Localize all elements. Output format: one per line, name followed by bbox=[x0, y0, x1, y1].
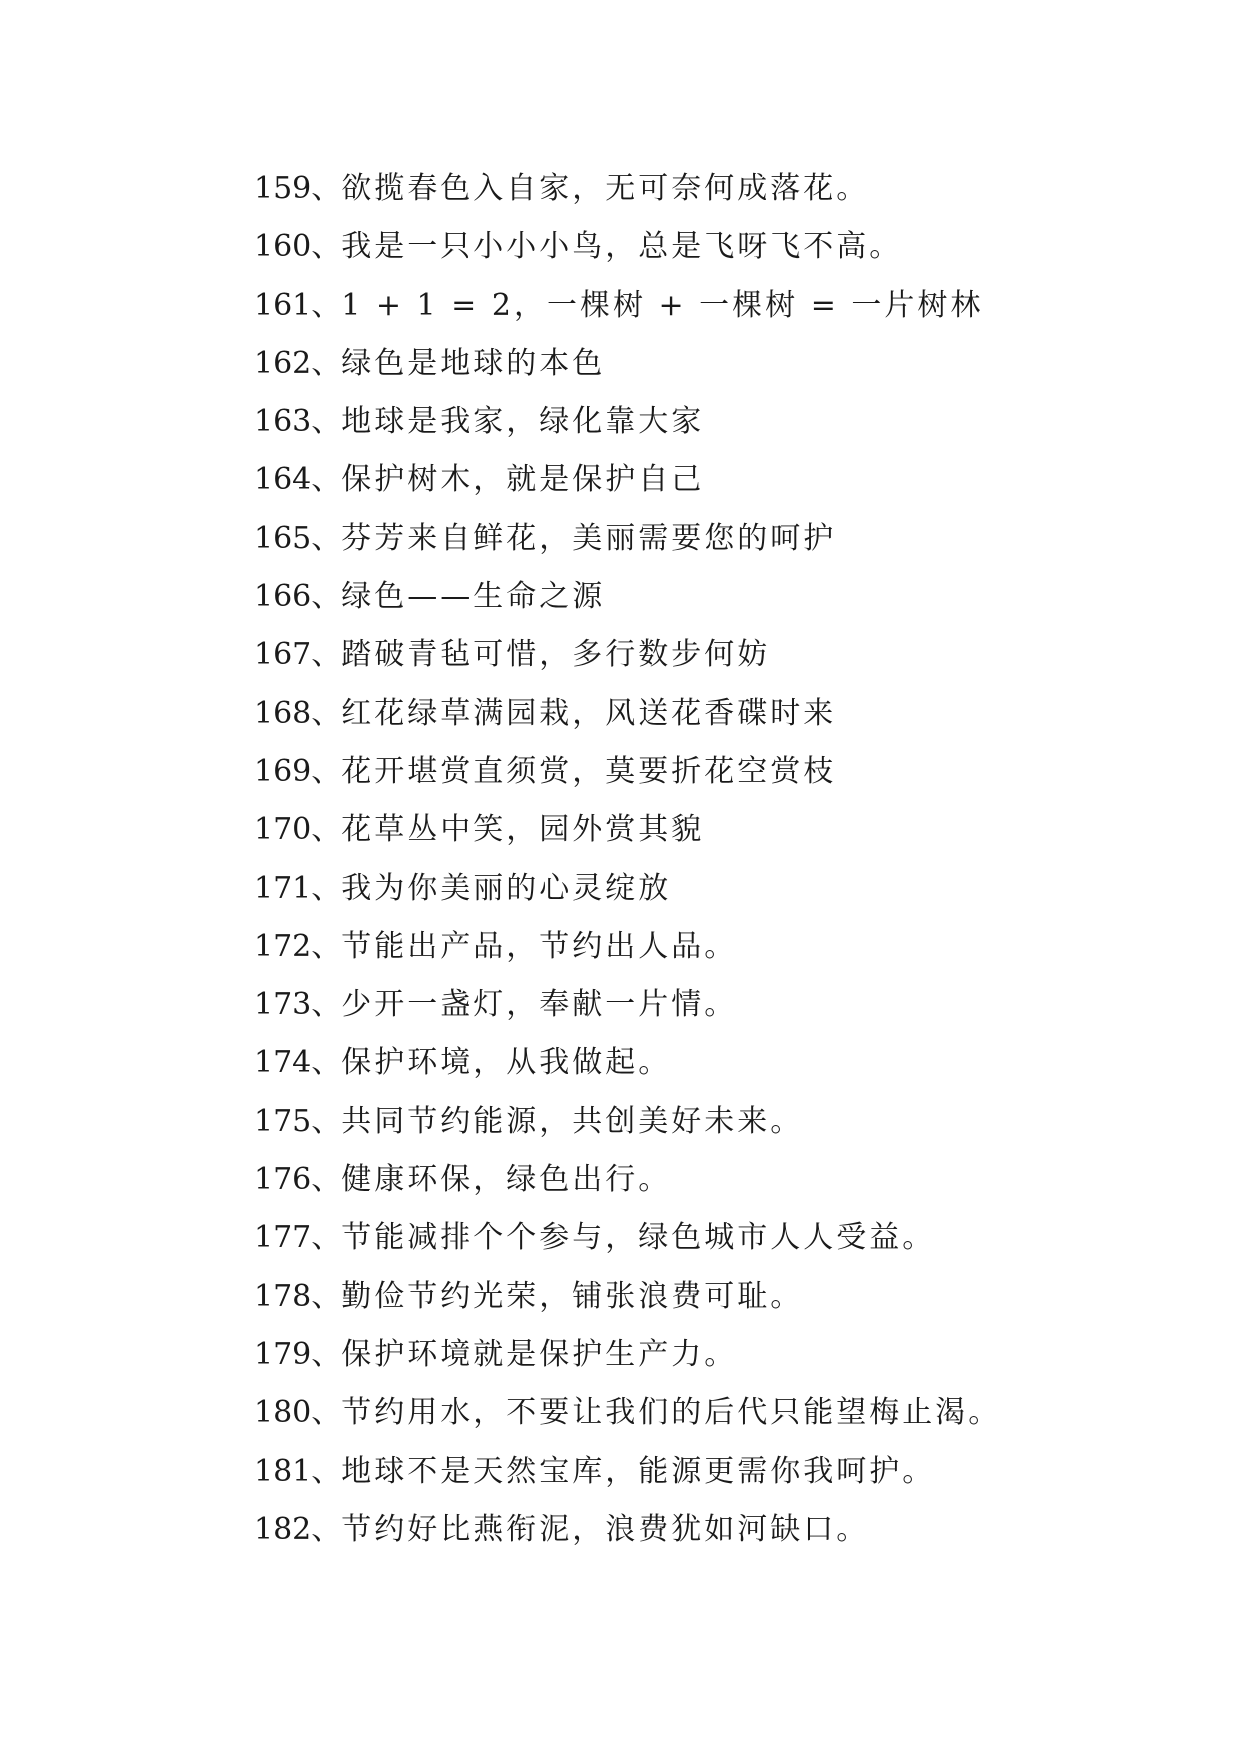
item-number: 177、 bbox=[254, 1220, 342, 1256]
item-number: 162、 bbox=[254, 345, 342, 381]
item-number: 161、 bbox=[254, 287, 342, 323]
item-text: 芬芳来自鲜花，美丽需要您的呵护 bbox=[341, 520, 837, 556]
item-number: 160、 bbox=[254, 229, 342, 265]
list-item bbox=[254, 1268, 1154, 1326]
list-item bbox=[254, 743, 1154, 801]
item-text: 红花绿草满园栽，风送花香碟时来 bbox=[341, 695, 837, 731]
item-number: 182、 bbox=[254, 1511, 342, 1547]
list-item bbox=[254, 218, 1154, 276]
list-item bbox=[254, 1326, 1154, 1384]
list-item bbox=[254, 685, 1154, 743]
list-item bbox=[254, 451, 1154, 509]
list-item bbox=[254, 335, 1154, 393]
item-text: 保护环境就是保护生产力。 bbox=[341, 1336, 738, 1372]
list-item bbox=[254, 160, 1154, 218]
list-item bbox=[254, 801, 1154, 859]
item-text: 地球不是天然宝库，能源更需你我呵护。 bbox=[341, 1453, 936, 1489]
item-number: 164、 bbox=[254, 462, 342, 498]
item-number: 163、 bbox=[254, 404, 342, 440]
item-text: 1 + 1 = 2，一棵树 + 一棵树 = 一片树林 bbox=[341, 287, 984, 323]
item-number: 178、 bbox=[254, 1278, 342, 1314]
item-text: 绿色——生命之源 bbox=[341, 579, 606, 615]
list-item bbox=[254, 918, 1154, 976]
item-text: 我为你美丽的心灵绽放 bbox=[341, 870, 672, 906]
item-number: 165、 bbox=[254, 520, 342, 556]
item-number: 168、 bbox=[254, 695, 342, 731]
item-text: 节约用水，不要让我们的后代只能望梅止渴。 bbox=[341, 1395, 1002, 1431]
list-item bbox=[254, 1034, 1154, 1092]
item-text: 节约好比燕衔泥，浪费犹如河缺口。 bbox=[341, 1511, 870, 1547]
item-text: 共同节约能源，共创美好未来。 bbox=[341, 1103, 804, 1139]
item-text: 欲揽春色入自家，无可奈何成落花。 bbox=[341, 171, 870, 206]
list-item bbox=[254, 510, 1154, 568]
item-text: 少开一盏灯，奉献一片情。 bbox=[341, 987, 738, 1023]
item-text: 地球是我家，绿化靠大家 bbox=[341, 404, 705, 440]
list-item bbox=[254, 860, 1154, 918]
item-text: 我是一只小小小鸟，总是飞呀飞不高。 bbox=[341, 229, 903, 265]
item-text: 踏破青毡可惜，多行数步何妨 bbox=[341, 637, 771, 673]
item-number: 176、 bbox=[254, 1162, 342, 1198]
item-number: 174、 bbox=[254, 1045, 342, 1081]
slogan-list bbox=[254, 160, 1154, 1559]
list-item bbox=[254, 1093, 1154, 1151]
list-item bbox=[254, 1501, 1154, 1559]
item-number: 166、 bbox=[254, 579, 342, 615]
item-number: 175、 bbox=[254, 1103, 342, 1139]
list-item bbox=[254, 626, 1154, 684]
item-number: 181、 bbox=[254, 1453, 342, 1489]
list-item bbox=[254, 1384, 1154, 1442]
item-number: 167、 bbox=[254, 637, 342, 673]
item-number: 171、 bbox=[254, 870, 342, 906]
item-number: 172、 bbox=[254, 928, 342, 964]
item-text: 节能减排个个参与，绿色城市人人受益。 bbox=[341, 1220, 936, 1256]
list-item bbox=[254, 393, 1154, 451]
item-text: 节能出产品，节约出人品。 bbox=[341, 928, 738, 964]
list-item bbox=[254, 568, 1154, 626]
item-text: 花草丛中笑，园外赏其貌 bbox=[341, 812, 705, 848]
item-text: 花开堪赏直须赏，莫要折花空赏枝 bbox=[341, 753, 837, 789]
item-text: 勤俭节约光荣，铺张浪费可耻。 bbox=[341, 1278, 804, 1314]
list-item bbox=[254, 976, 1154, 1034]
item-number: 179、 bbox=[254, 1336, 342, 1372]
item-number: 180、 bbox=[254, 1395, 342, 1431]
item-text: 健康环保，绿色出行。 bbox=[341, 1162, 672, 1198]
item-number: 170、 bbox=[254, 812, 342, 848]
item-text: 保护环境，从我做起。 bbox=[341, 1045, 672, 1081]
list-item bbox=[254, 1443, 1154, 1501]
item-number: 159、 bbox=[254, 171, 342, 206]
item-number: 173、 bbox=[254, 987, 342, 1023]
item-text: 绿色是地球的本色 bbox=[341, 345, 606, 381]
list-item bbox=[254, 1209, 1154, 1267]
item-text: 保护树木，就是保护自己 bbox=[341, 462, 705, 498]
item-number: 169、 bbox=[254, 753, 342, 789]
list-item bbox=[254, 1151, 1154, 1209]
list-item bbox=[254, 277, 1154, 335]
